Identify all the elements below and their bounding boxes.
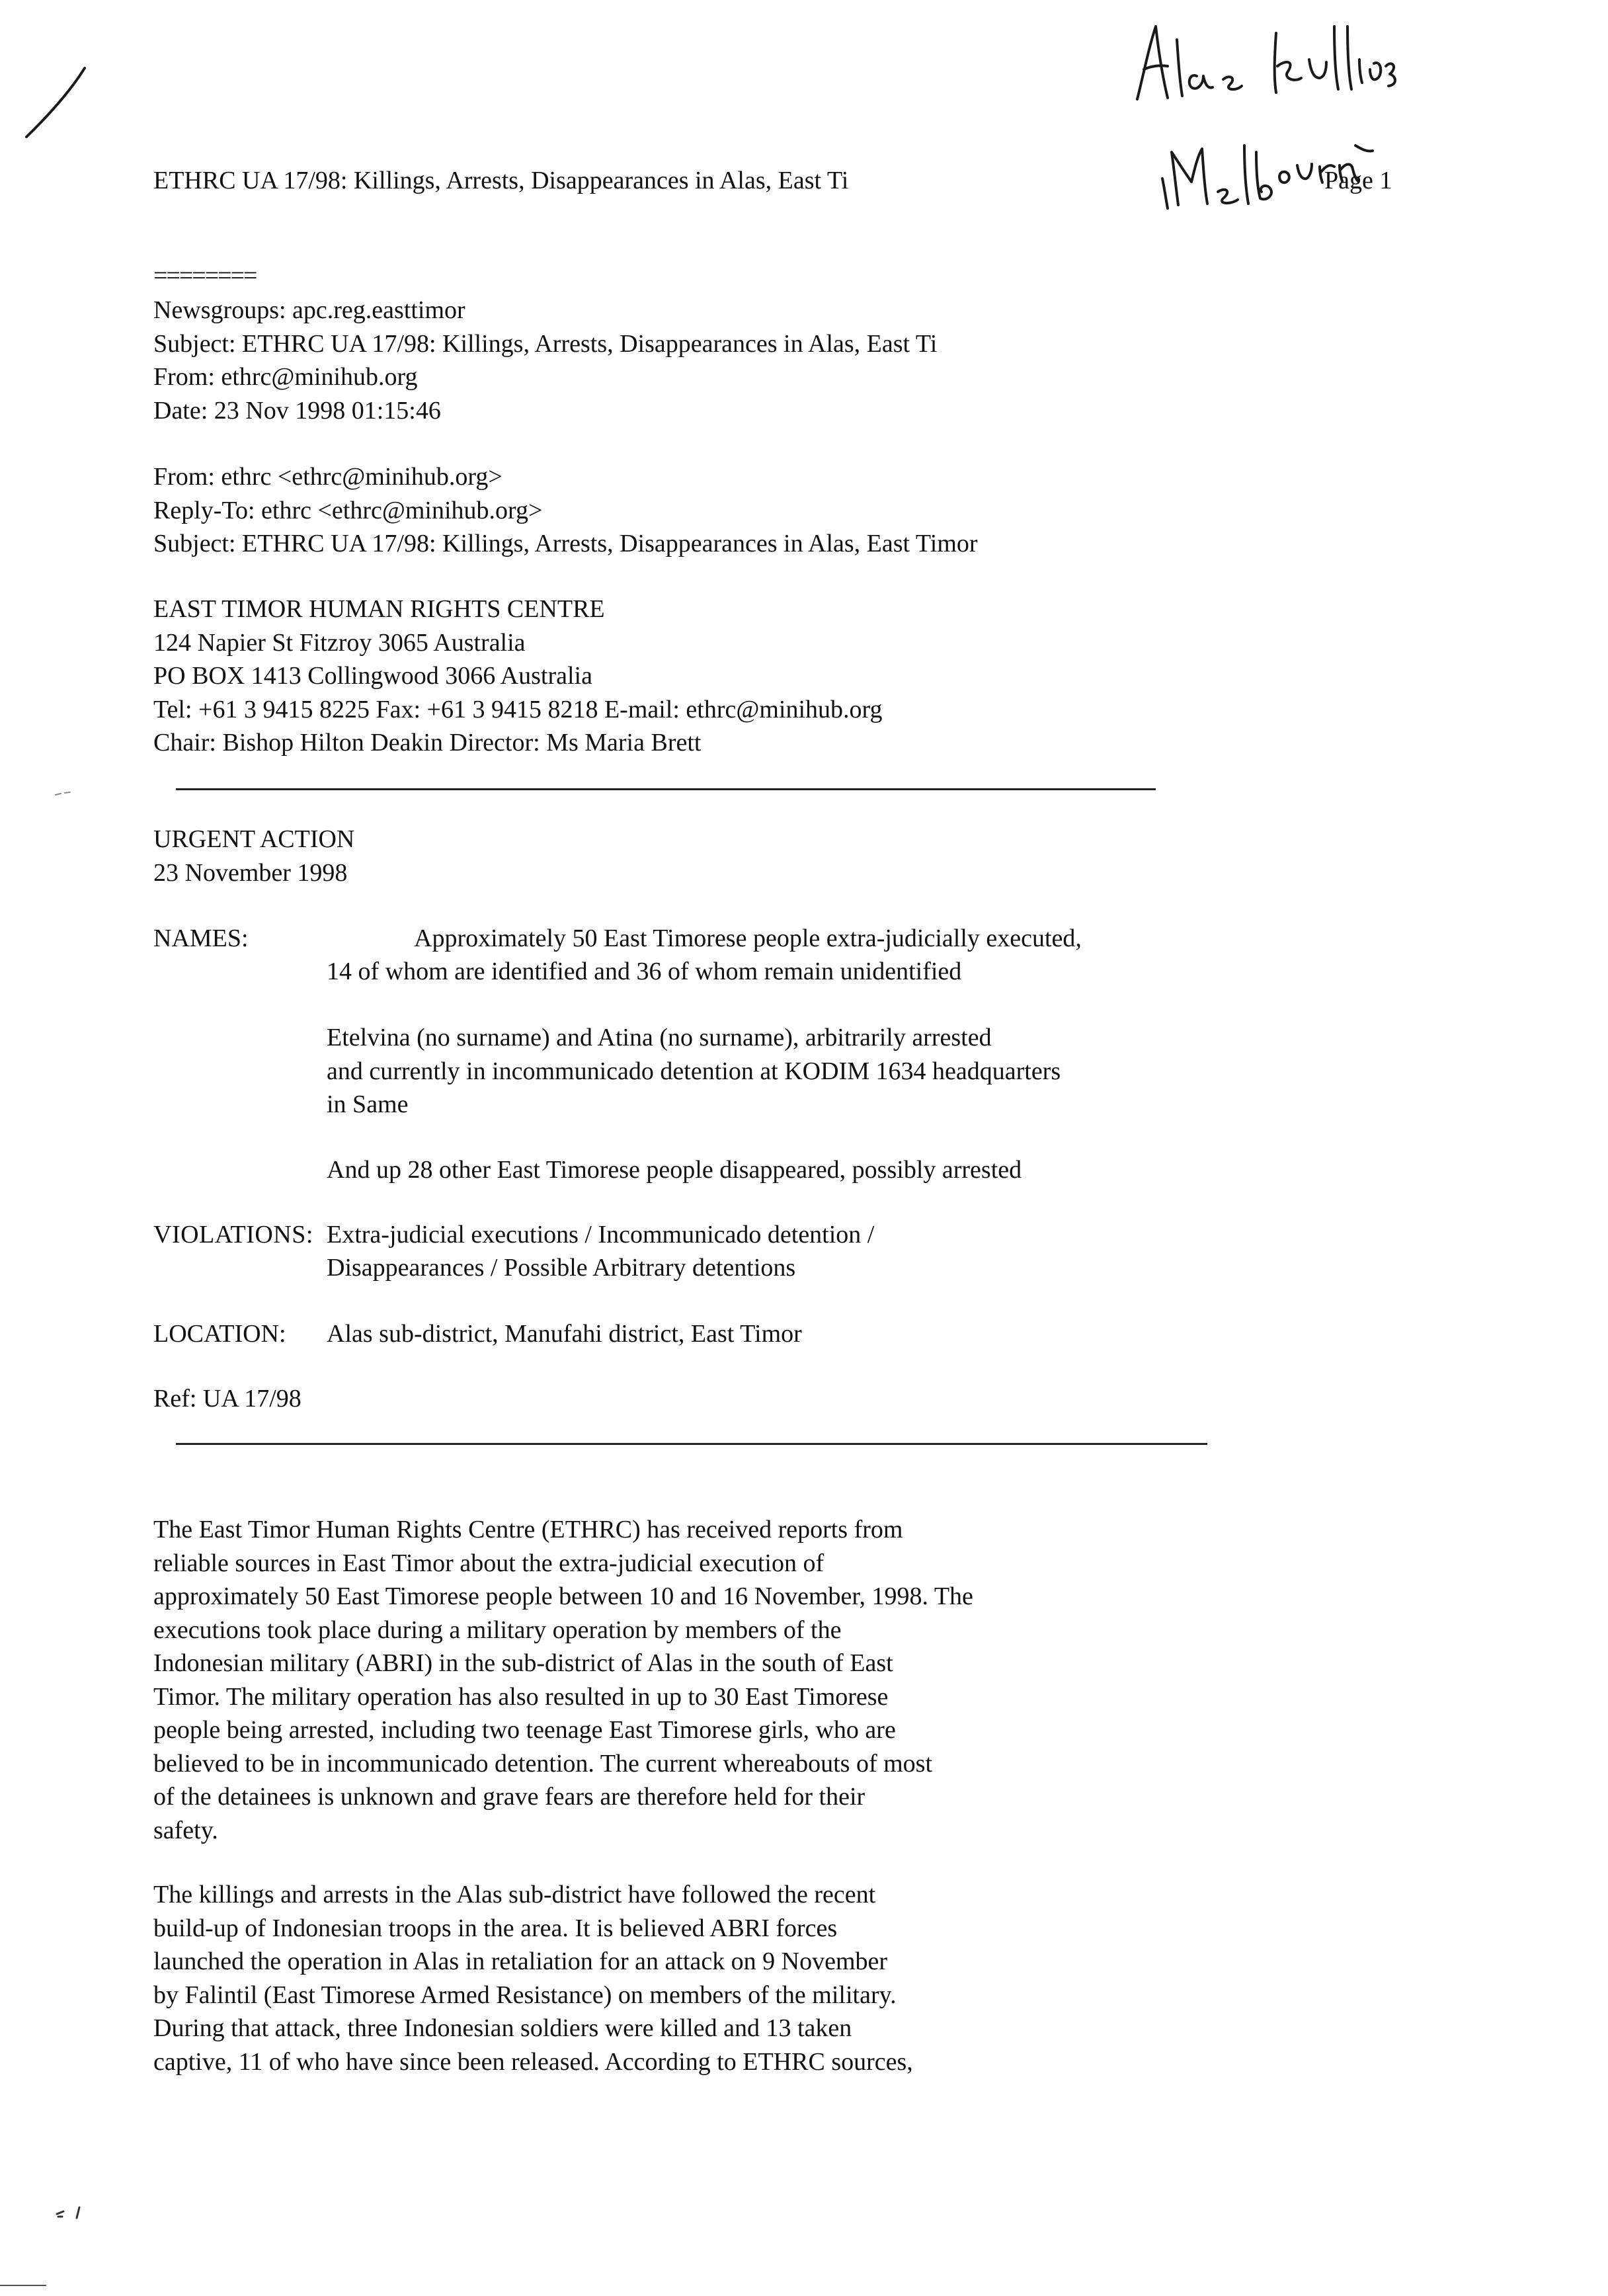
scan-mark-left bbox=[53, 787, 73, 800]
from-line: From: ethrc@minihub.org bbox=[153, 363, 418, 391]
email-header-block bbox=[153, 460, 978, 561]
names-line-2: 14 of whom are identified and 36 of whom remain unidentified bbox=[327, 958, 962, 985]
reference: Ref: UA 17/98 bbox=[153, 1385, 302, 1413]
newsgroup-header-block bbox=[153, 294, 937, 427]
urgent-action-block bbox=[153, 823, 354, 889]
subject-line: Subject: ETHRC UA 17/98: Killings, Arrests, Disappearances in Alas, East Ti bbox=[153, 329, 938, 358]
organisation-po-box: PO BOX 1413 Collingwood 3066 Australia bbox=[153, 662, 592, 690]
body-paragraph-2: The killings and arrests in the Alas sub-district have followed the recent build-up of Indonesian troops in the area. It is believed ABRI forces launched the operation in Alas in retaliation for an attack on 9 November by Falintil (East Timorese Armed Resistance) on members of the military. During that attack, three Indonesian soldiers were killed and 13 taken captive, 11 of who have since been released. According to ETHRC sources, bbox=[153, 1881, 913, 2076]
names-paragraph-2: Etelvina (no surname) and Atina (no surname), arbitrarily arrested and currently in incommunicado detention at KODIM 1634 headquarters in Same bbox=[327, 1024, 1061, 1118]
organisation-name: EAST TIMOR HUMAN RIGHTS CENTRE bbox=[153, 595, 605, 623]
organisation-block bbox=[153, 593, 883, 760]
scan-mark-bottom-left bbox=[53, 2202, 93, 2222]
date-line: Date: 23 Nov 1998 01:15:46 bbox=[153, 396, 441, 425]
scan-edge-mark bbox=[0, 2285, 46, 2286]
location-label: LOCATION: bbox=[153, 1320, 286, 1348]
names-line-1: Approximately 50 East Timorese people extra-judicially executed, bbox=[414, 924, 1082, 952]
email-from-line: From: ethrc <ethrc@minihub.org> bbox=[153, 463, 502, 491]
names-label: NAMES: bbox=[153, 924, 249, 952]
names-paragraph-3: And up 28 other East Timorese people disappeared, possibly arrested bbox=[327, 1156, 1022, 1184]
urgent-action-title: URGENT ACTION bbox=[153, 825, 355, 853]
header-title: ETHRC UA 17/98: Killings, Arrests, Disappearances in Alas, East Ti bbox=[153, 167, 849, 194]
body-paragraph-1: The East Timor Human Rights Centre (ETHRC) has received reports from reliable sources in East Timor about the extra-judicial execution of approximately 50 East Timorese people between 10 and 16 November, 1998. The executions took place during a military operation by members of the Indonesian military (ABRI) in the sub-district of Alas in the south of East Timor. The military operation has also resulted in up to 30 East Timorese people being arrested, including two teenage East Timorese girls, who are believed to be in incommunicado detention. The current whereabouts of most of the detainees is unknown and grave fears are therefore held for their safety. bbox=[153, 1516, 973, 1844]
divider-rule-2 bbox=[176, 1443, 1207, 1445]
separator-line: ======== bbox=[153, 262, 257, 290]
violations-line-1: Extra-judicial executions / Incommunicado detention / bbox=[327, 1221, 875, 1249]
organisation-officers: Chair: Bishop Hilton Deakin Director: Ms Maria Brett bbox=[153, 729, 702, 757]
handwritten-annotation-alas-killings bbox=[1124, 13, 1402, 112]
organisation-street-address: 124 Napier St Fitzroy 3065 Australia bbox=[153, 628, 526, 657]
violations-line-2: Disappearances / Possible Arbitrary detentions bbox=[327, 1254, 796, 1282]
newsgroups-line: Newsgroups: apc.reg.easttimor bbox=[153, 296, 465, 324]
violations-label: VIOLATIONS: bbox=[153, 1221, 313, 1249]
email-reply-to-line: Reply-To: ethrc <ethrc@minihub.org> bbox=[153, 496, 543, 524]
page-number: Page 1 bbox=[1324, 167, 1392, 194]
pen-stroke-mark bbox=[19, 63, 91, 142]
divider-rule-1 bbox=[176, 788, 1156, 790]
location-value: Alas sub-district, Manufahi district, East Timor bbox=[327, 1320, 802, 1348]
email-subject-line: Subject: ETHRC UA 17/98: Killings, Arrests, Disappearances in Alas, East Timor bbox=[153, 530, 978, 557]
organisation-contact: Tel: +61 3 9415 8225 Fax: +61 3 9415 8218 E-mail: ethrc@minihub.org bbox=[153, 695, 883, 723]
urgent-action-date: 23 November 1998 bbox=[153, 858, 348, 887]
